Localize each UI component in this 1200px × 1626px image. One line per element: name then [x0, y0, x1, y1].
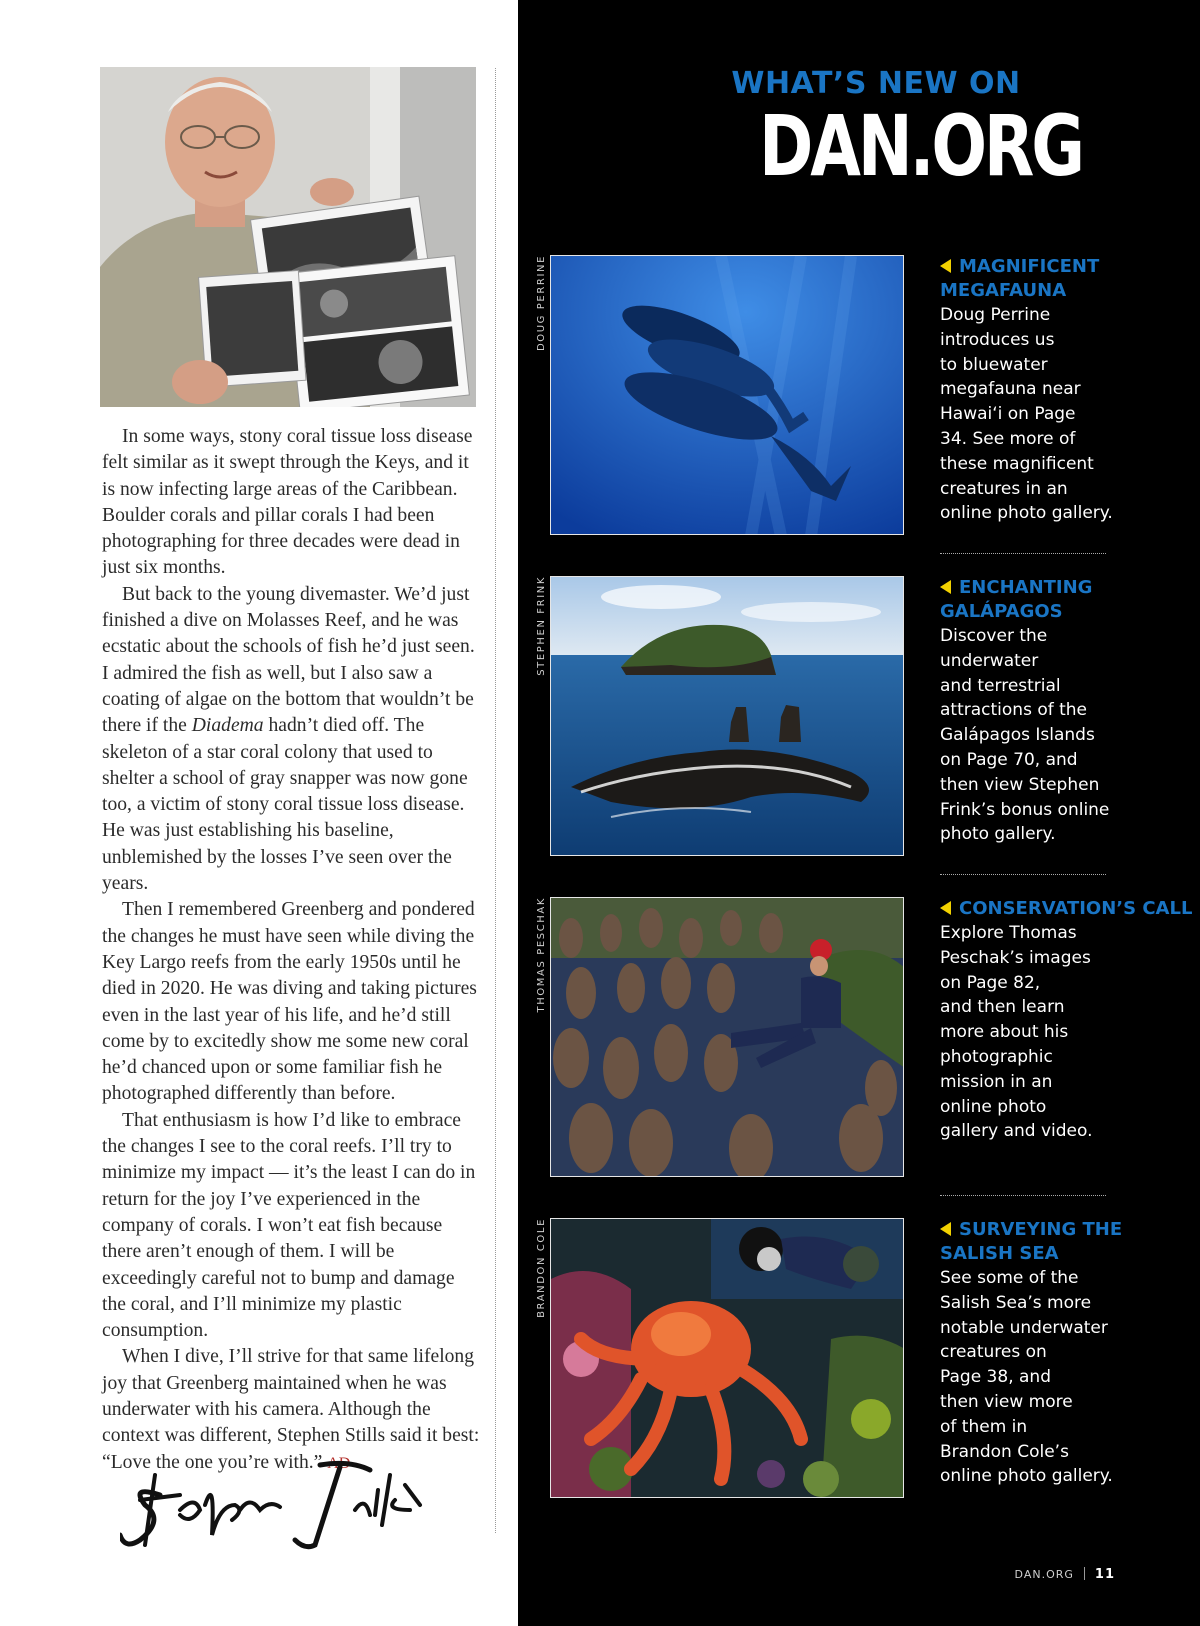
feature-title[interactable]: SURVEYING THE SALISH SEA: [940, 1219, 1123, 1264]
paragraph-text: hadn’t died off. The skeleton of a star coral colony that used to shelter a school of gray snapper was now gone too, a victim of stony coral tissue loss disease. He was just establishing his baseline, unblemished by the losses I’ve seen over the years.: [102, 715, 468, 895]
yellow-arrow-icon: [940, 259, 951, 273]
feature-title[interactable]: MAGNIFICENT MEGAFAUNA: [940, 256, 1100, 301]
yellow-arrow-icon: [940, 1222, 951, 1236]
dotted-separator: [940, 1195, 1106, 1196]
feature-caption: [940, 255, 1200, 526]
article-paragraph: Then I remembered Greenberg and pondered the changes he must have seen while diving the Key Largo reefs from the early 1950s until he died in 2020. He was diving and taking pictures even in the last year of his life, and he’d still come by to excitedly show me some new coral he’d chanced upon or some familiar fish he photographed differently than before.: [102, 899, 477, 1105]
paragraph-text: But back to the young divemaster. We’d just finished a dive on Molasses Reef, and he was ecstatic about the schools of fish he’d just seen. I admired the fish as well, but I also saw a coating of algae on the bottom that wouldn’t be there if the: [102, 583, 475, 737]
yellow-arrow-icon: [940, 580, 951, 594]
article-paragraph: That enthusiasm is how I’d like to embrace the changes I see to the coral reefs. I’ll try to minimize my impact — it’s the least I can do in return for the joy I’ve experienced in the company of corals. I won’t eat fish because there aren’t enough of them. I will be exceedingly careful not to bump and damage the coral, and I’ll minimize my plastic consumption.: [102, 1109, 476, 1342]
feature-caption: [940, 897, 1200, 1144]
feature-description: Explore Thomas Peschak’s images on Page 82, and then learn more about his photographic mission in an online photo gallery and video.: [940, 923, 1093, 1142]
feature-item[interactable]: [518, 1218, 1200, 1500]
column-divider: [495, 68, 496, 1533]
dotted-separator: [940, 874, 1106, 875]
dotted-separator: [940, 553, 1106, 554]
page-number: 11: [1094, 1567, 1115, 1582]
panel-kicker: WHAT’S NEW ON: [731, 66, 1021, 101]
author-signature: [120, 1455, 430, 1555]
feature-description: See some of the Salish Sea’s more notable underwater creatures on Page 38, and then view more of them in Brandon Cole’s online photo gallery.: [940, 1268, 1113, 1487]
photo-credit: STEPHEN FRINK: [536, 576, 547, 676]
feature-caption: [940, 576, 1200, 847]
photo-credit: THOMAS PESCHAK: [536, 897, 547, 1013]
feature-description: Discover the underwater and terrestrial attractions of the Galápagos Islands on Page 70, and then view Stephen Frink’s bonus online photo gallery.: [940, 626, 1110, 845]
article-paragraph: In some ways, stony coral tissue loss disease felt similar as it swept through the Keys, and it is now infecting large areas of the Caribbean. Boulder corals and pillar corals I had been photographing for three decades were dead in just six months.: [102, 426, 473, 579]
author-portrait-photo: [100, 67, 476, 407]
paragraph-text: When I dive, I’ll strive for that same lifelong joy that Greenberg maintained when he was underwater with his camera. Although the context was different, Stephen Stills said it best: “Love the one you’re with.”: [102, 1346, 480, 1473]
page-footer: [1015, 1567, 1115, 1582]
octopus-diver-photo[interactable]: [550, 1218, 904, 1498]
footer-separator: [1084, 1567, 1085, 1580]
feature-title[interactable]: ENCHANTING GALÁPAGOS: [940, 577, 1093, 622]
footer-site[interactable]: DAN.ORG: [1014, 1568, 1074, 1581]
penguin-colony-photo[interactable]: [550, 897, 904, 1177]
photo-credit: DOUG PERRINE: [536, 255, 547, 352]
yellow-arrow-icon: [940, 901, 951, 915]
feature-title[interactable]: CONSERVATION’S CALL: [940, 897, 1200, 921]
photo-credit: BRANDON COLE: [536, 1218, 547, 1318]
article-column: [0, 0, 518, 1626]
whats-new-panel: [518, 0, 1200, 1626]
article-body: [102, 424, 482, 1477]
feature-description: Doug Perrine introduces us to bluewater megafauna near Hawai‘i on Page 34. See more of these magnificent creatures in an online photo gallery.: [940, 305, 1113, 524]
galapagos-island-photo[interactable]: [550, 576, 904, 856]
feature-caption: [940, 1218, 1200, 1489]
article-paragraph: [102, 582, 482, 898]
feature-item[interactable]: [518, 897, 1200, 1179]
feature-item[interactable]: [518, 576, 1200, 858]
italic-species-name: Diadema: [191, 715, 264, 737]
panel-title: DAN.ORG: [759, 97, 1082, 195]
end-mark: AD: [327, 1454, 351, 1472]
feature-item[interactable]: [518, 255, 1200, 537]
whales-photo[interactable]: [550, 255, 904, 535]
